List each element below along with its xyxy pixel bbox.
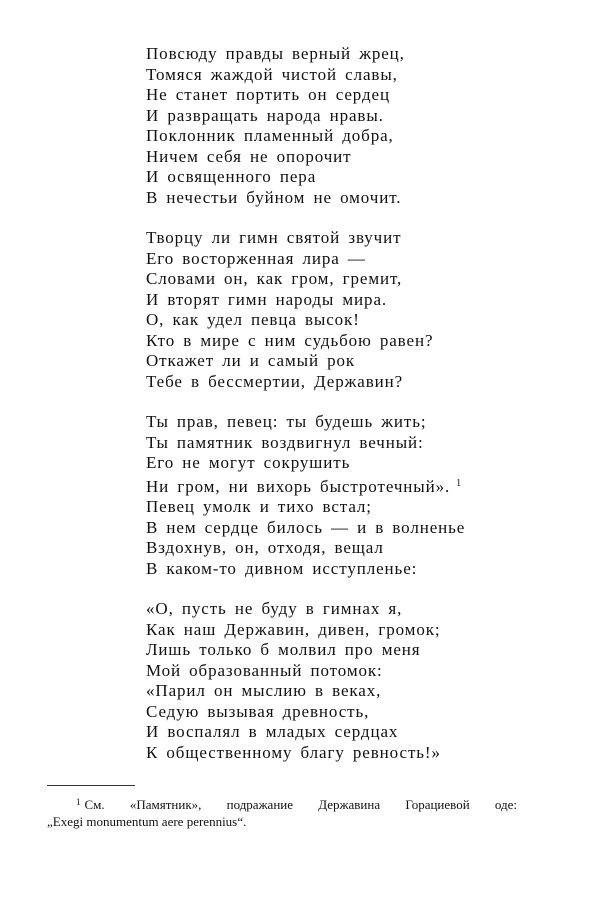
poem-line: Вздохнув, он, отходя, вещал <box>146 538 384 557</box>
poem-line: И вторят гимн народы мира. <box>146 289 388 309</box>
footnote-text: См. «Памятник», подражание Державина Горациевой оде: <box>84 797 517 812</box>
poem-line: Мой образованный потомок: <box>146 660 383 680</box>
poem-line: К общественному благу ревность!» <box>146 742 441 762</box>
poem-line: Не станет портить он сердец <box>146 85 390 104</box>
poem-line: «О, пусть не буду в гимнах я, <box>146 599 403 618</box>
poem-line: Седую вызывая древность, <box>146 701 370 721</box>
stanza-2 <box>146 228 476 392</box>
poem-line: Томяся жаждой чистой славы, <box>146 64 398 84</box>
poem-line: Кто в мире с ним судьбою равен? <box>146 330 434 350</box>
poem-line: В нем сердце билось — и в волненье <box>146 517 466 537</box>
poem-line-text: Ни гром, ни вихорь быстротечный». <box>146 476 451 496</box>
poem-line: Как наш Державин, дивен, громок; <box>146 619 441 639</box>
footnote-line-1 <box>47 794 517 814</box>
poem-line: Поклонник пламенный добра, <box>146 126 394 145</box>
poem-line: Его восторженная лира — <box>146 248 366 268</box>
stanza-4 <box>146 599 476 763</box>
poem-line: В каком-то дивном исступленье: <box>146 558 418 578</box>
poem-line: Ничем себя не опорочит <box>146 146 352 166</box>
footnote-divider <box>47 785 135 786</box>
poem-line: Ты памятник воздвигнул вечный: <box>146 432 424 452</box>
stanza-1 <box>146 44 476 208</box>
poem-line: Тебе в бессмертии, Державин? <box>146 371 404 391</box>
poem-line: Лишь только б молвил про меня <box>146 640 421 659</box>
poem-line: Повсюду правды верный жрец, <box>146 44 405 63</box>
poem-line: Его не могут сокрушить <box>146 453 351 472</box>
poem-line: О, как удел певца высок! <box>146 310 360 329</box>
poem-line: Певец умолк и тихо встал; <box>146 497 372 516</box>
poem-line: Откажет ли и самый рок <box>146 351 356 370</box>
footnote <box>47 794 517 830</box>
poem-line: Словами он, как гром, гремит, <box>146 269 403 288</box>
poem-line: Ты прав, певец: ты будешь жить; <box>146 412 427 431</box>
poem-line: И воспалял в младых сердцах <box>146 722 399 741</box>
stanza-3 <box>146 412 476 579</box>
footnote-line-2: „Exegi monumentum aere perennius“. <box>47 813 247 829</box>
poem-line: И развращать народа нравы. <box>146 105 384 125</box>
poem-line: В нечестьи буйном не омочит. <box>146 187 402 207</box>
poem-line: «Парил он мыслию в веках, <box>146 681 382 700</box>
poem-line: Творцу ли гимн святой звучит <box>146 228 402 247</box>
poem <box>146 44 476 783</box>
footnote-reference[interactable]: 1 <box>456 477 462 489</box>
poem-line: И освященного пера <box>146 167 317 186</box>
footnote-marker: 1 <box>76 797 81 807</box>
poem-line-with-footnote <box>146 474 476 498</box>
